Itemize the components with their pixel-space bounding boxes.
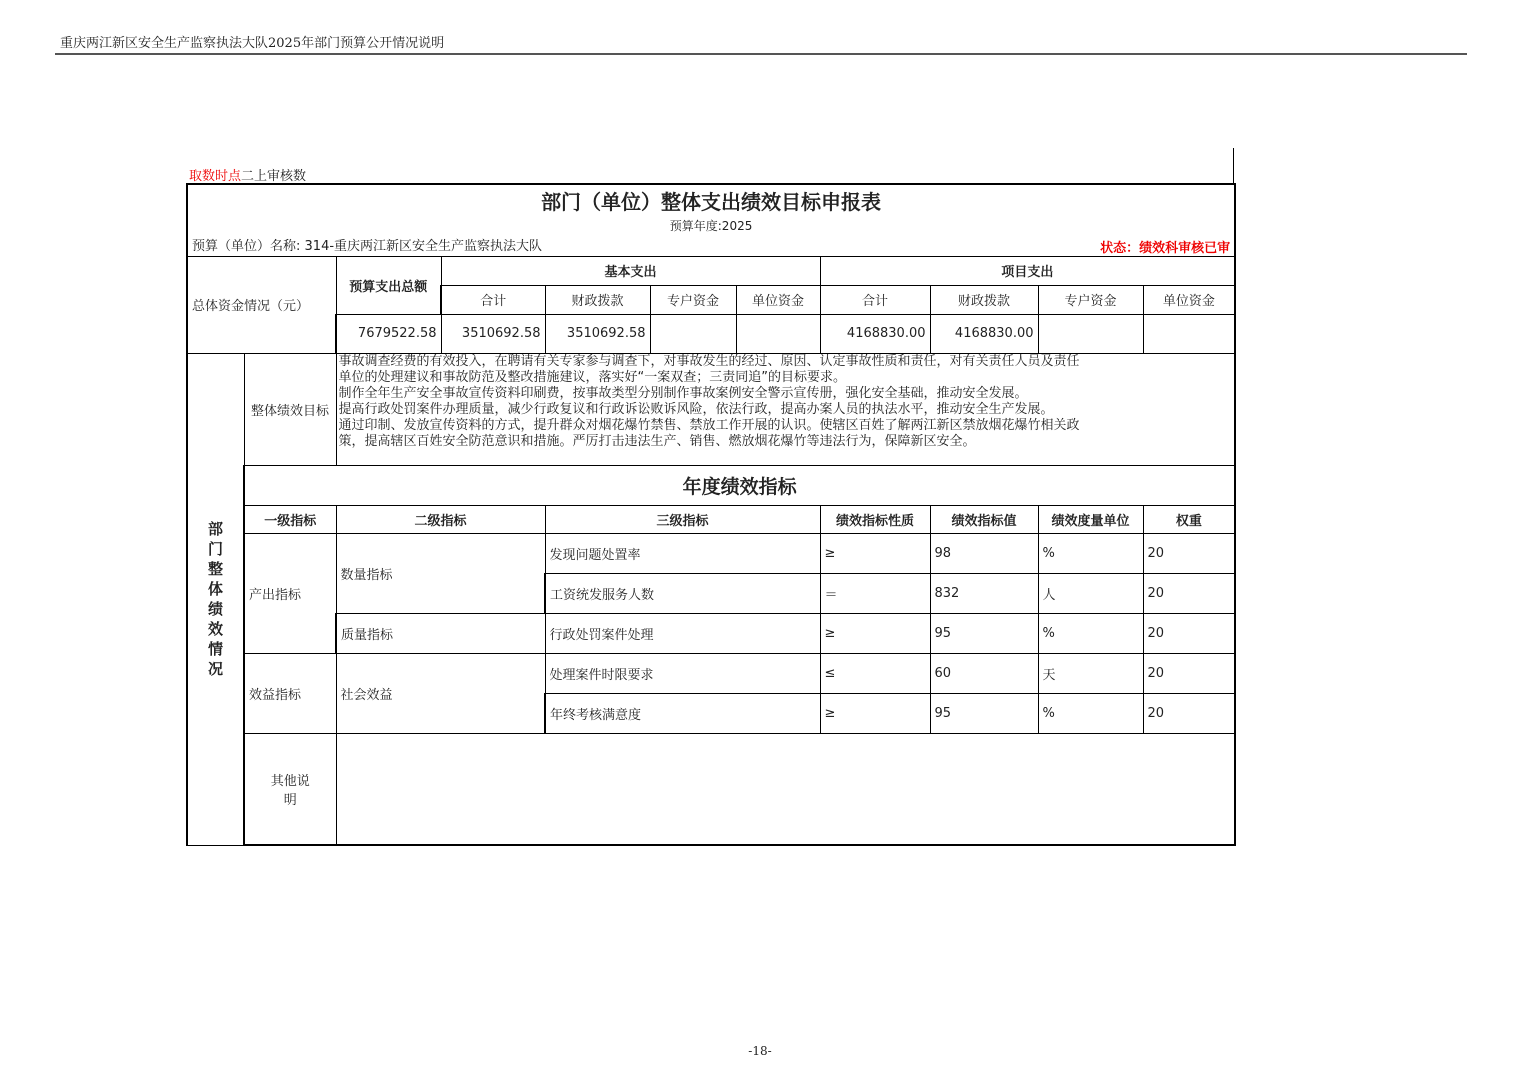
funds-value: 3510692.58 (441, 314, 545, 353)
table-row (187, 653, 1235, 693)
col-header-level1: 一级指标 (244, 505, 336, 533)
funds-value: 4168830.00 (930, 314, 1038, 353)
value-cell: 98 (930, 533, 1038, 573)
other-notes-label (244, 733, 336, 845)
level3-cell: 工资统发服务人数 (545, 573, 820, 613)
nature-cell: ≤ (820, 653, 930, 693)
goal-label: 整体绩效目标 (244, 353, 336, 465)
budget-total-value: 7679522.58 (336, 314, 441, 353)
weight-cell: 20 (1143, 533, 1235, 573)
unit-cell: % (1038, 533, 1143, 573)
perf-side-label (187, 353, 244, 845)
page-header-title: 重庆两江新区安全生产监察执法大队2025年部门预算公开情况说明 (60, 36, 445, 51)
source-note-value: 二上审核数 (241, 169, 307, 184)
funds-subheader: 专户资金 (650, 285, 736, 314)
budget-year: 预算年度:2025 (187, 216, 1235, 234)
funds-subheader: 合计 (820, 285, 930, 314)
performance-form-table (186, 183, 1236, 846)
unit-cell: 人 (1038, 573, 1143, 613)
col-header-level2: 二级指标 (336, 505, 545, 533)
goal-line: 通过印制、发放宣传资料的方式，提升群众对烟花爆竹禁售、禁放工作开展的认识。使辖区百姓了解两江新区禁放烟花爆竹相关政 (338, 417, 1080, 433)
goal-text (336, 353, 1235, 465)
level1-cell: 产出指标 (244, 533, 336, 653)
table-row (187, 613, 1235, 653)
level2-cell: 数量指标 (336, 533, 545, 613)
goal-line: 提高行政处罚案件办理质量，减少行政复议和行政诉讼败诉风险，依法行政，提高办案人员的执法水平，推动安全生产发展。 (338, 401, 1054, 417)
source-note (189, 165, 306, 184)
value-cell: 95 (930, 693, 1038, 733)
level2-cell: 社会效益 (336, 653, 545, 733)
level2-cell: 质量指标 (336, 613, 545, 653)
value-cell: 60 (930, 653, 1038, 693)
goal-line: 策，提高辖区百姓安全防范意识和措施。严厉打击违法生产、销售、燃放烟花爆竹等违法行为，保障新区安全。 (338, 433, 976, 449)
weight-cell: 20 (1143, 693, 1235, 733)
unit-row (187, 234, 1235, 256)
other-notes-content (336, 733, 1235, 845)
col-header-level3: 三级指标 (545, 505, 820, 533)
level3-cell: 年终考核满意度 (545, 693, 820, 733)
funds-subheader: 合计 (441, 285, 545, 314)
nature-cell: ＝ (820, 573, 930, 613)
nature-cell: ≥ (820, 693, 930, 733)
nature-cell: ≥ (820, 613, 930, 653)
funds-subheader: 单位资金 (736, 285, 820, 314)
other-notes-label-text: 其他说明 (270, 773, 310, 808)
funds-subheader: 专户资金 (1038, 285, 1143, 314)
basic-expense-label: 基本支出 (441, 256, 820, 285)
page-number: -18- (748, 1044, 772, 1058)
level3-cell: 处理案件时限要求 (545, 653, 820, 693)
funds-value (650, 314, 736, 353)
goal-line: 单位的处理建议和事故防范及整改措施建议，落实好“一案双查；三责同追”的目标要求。 (338, 369, 846, 385)
table-edge-line (1233, 148, 1234, 184)
col-header-unit: 绩效度量单位 (1038, 505, 1143, 533)
unit-name: 314-重庆两江新区安全生产监察执法大队 (304, 239, 543, 255)
unit-cell: % (1038, 613, 1143, 653)
source-note-label: 取数时点 (189, 169, 242, 184)
annual-indicators-title: 年度绩效指标 (244, 465, 1235, 505)
goal-line: 制作全年生产安全事故宣传资料印刷费，按事故类型分别制作事故案例安全警示宣传册，强化安全基础，推动安全发展。 (338, 385, 1028, 401)
value-cell: 832 (930, 573, 1038, 613)
funds-subheader: 财政拨款 (930, 285, 1038, 314)
funds-value (736, 314, 820, 353)
value-cell: 95 (930, 613, 1038, 653)
weight-cell: 20 (1143, 573, 1235, 613)
unit-cell: 天 (1038, 653, 1143, 693)
col-header-value: 绩效指标值 (930, 505, 1038, 533)
weight-cell: 20 (1143, 653, 1235, 693)
funds-row-label: 总体资金情况（元） (187, 256, 336, 353)
funds-value: 4168830.00 (820, 314, 930, 353)
status-badge: 状态：绩效科审核已审 (1100, 241, 1231, 256)
nature-cell: ≥ (820, 533, 930, 573)
funds-subheader: 财政拨款 (545, 285, 650, 314)
level3-cell: 行政处罚案件处理 (545, 613, 820, 653)
perf-side-label-text: 部门整体绩效情况 (207, 520, 223, 678)
unit-label: 预算（单位）名称: (192, 239, 301, 255)
funds-value: 3510692.58 (545, 314, 650, 353)
funds-subheader: 单位资金 (1143, 285, 1235, 314)
level3-cell: 发现问题处置率 (545, 533, 820, 573)
funds-value (1143, 314, 1235, 353)
col-header-nature: 绩效指标性质 (820, 505, 930, 533)
goal-line: 事故调查经费的有效投入，在聘请有关专家参与调查下，对事故发生的经过、原因、认定事故性质和责任，对有关责任人员及责任 (338, 353, 1080, 369)
project-expense-label: 项目支出 (820, 256, 1235, 285)
level1-cell: 效益指标 (244, 653, 336, 733)
form-title: 部门（单位）整体支出绩效目标申报表 (187, 184, 1235, 216)
table-row (187, 533, 1235, 573)
header-divider (55, 53, 1467, 55)
funds-value (1038, 314, 1143, 353)
unit-cell: % (1038, 693, 1143, 733)
col-header-weight: 权重 (1143, 505, 1235, 533)
budget-total-label: 预算支出总额 (336, 256, 441, 314)
weight-cell: 20 (1143, 613, 1235, 653)
